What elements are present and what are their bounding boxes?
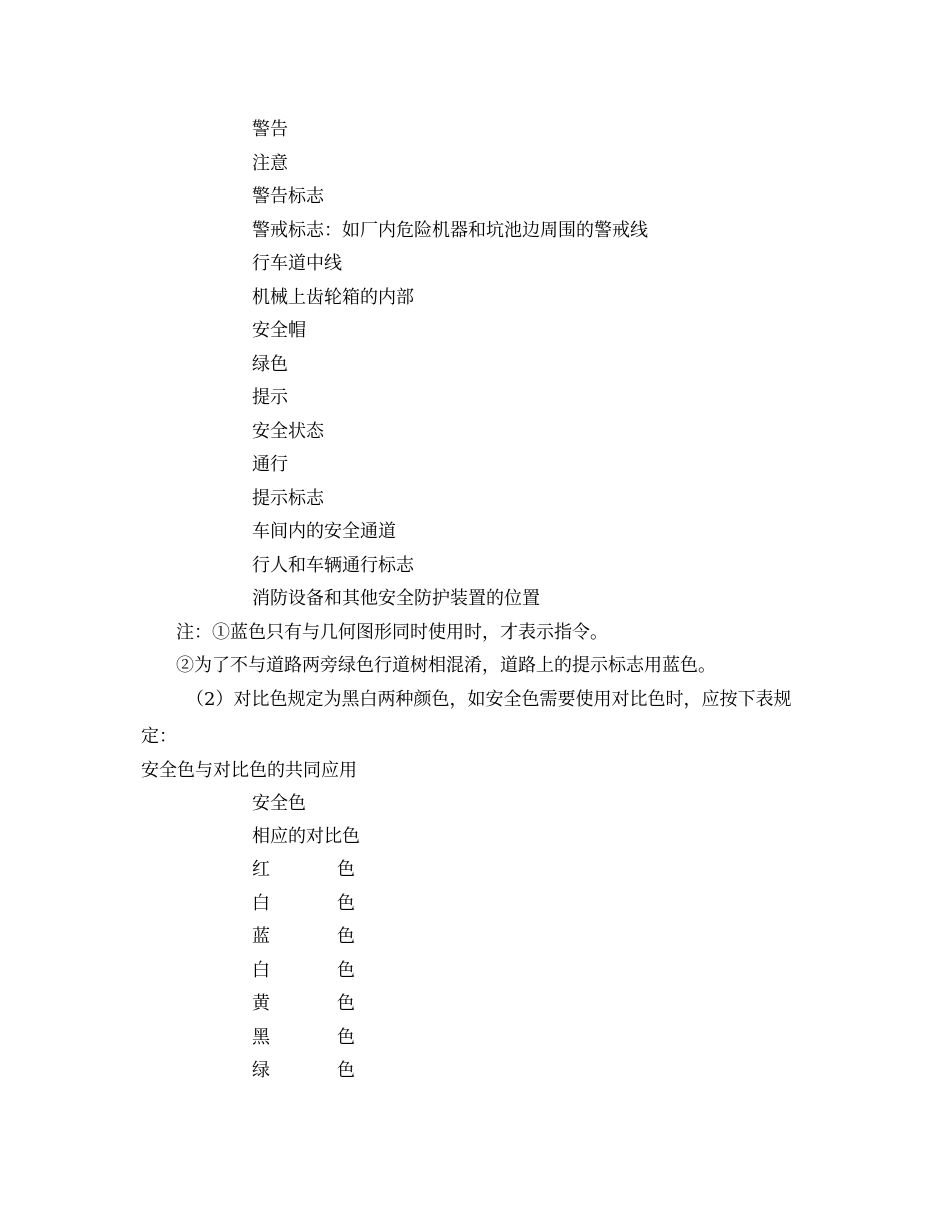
- list-item: 消防设备和其他安全防护装置的位置: [252, 588, 540, 609]
- table-row: [252, 993, 355, 1015]
- list-item: 警告标志: [252, 186, 324, 207]
- list-item: 通行: [252, 454, 288, 475]
- table-row: [252, 960, 355, 982]
- table-cell: 黄: [252, 993, 270, 1014]
- table-cell: 红: [252, 859, 270, 880]
- table-row: [252, 859, 355, 881]
- list-item: 警戒标志：如厂内危险机器和坑池边周围的警戒线: [252, 220, 648, 241]
- list-item: 绿色: [252, 354, 288, 375]
- list-item: 警告: [252, 119, 288, 140]
- list-item: 安全状态: [252, 421, 324, 442]
- table-cell: 色: [337, 859, 355, 880]
- list-item: 提示: [252, 387, 288, 408]
- paragraph-line-1: （2）对比色规定为黑白两种颜色，如安全色需要使用对比色时，应按下表规: [186, 689, 792, 710]
- table-row: [252, 893, 355, 915]
- table-cell: 白: [252, 960, 270, 981]
- table-cell: 白: [252, 893, 270, 914]
- table-row: [252, 926, 355, 948]
- list-item: 机械上齿轮箱的内部: [252, 287, 414, 308]
- list-item: 注意: [252, 153, 288, 174]
- list-item: 车间内的安全通道: [252, 521, 396, 542]
- table-cell: 色: [337, 1027, 355, 1048]
- list-item: 行车道中线: [252, 253, 342, 274]
- note-2: ②为了不与道路两旁绿色行道树相混淆，道路上的提示标志用蓝色。: [176, 655, 716, 676]
- table-cell: 绿: [252, 1060, 270, 1081]
- table-cell: 黑: [252, 1027, 270, 1048]
- table-cell: 色: [337, 993, 355, 1014]
- table-header-safety-color: 安全色: [252, 793, 306, 814]
- list-item: 提示标志: [252, 488, 324, 509]
- table-row: [252, 1060, 355, 1082]
- table-cell: 色: [337, 960, 355, 981]
- table-row: [252, 1027, 355, 1049]
- table-cell: 色: [337, 1060, 355, 1081]
- note-1: 注：①蓝色只有与几何图形同时使用时，才表示指令。: [176, 622, 608, 643]
- table-title: 安全色与对比色的共同应用: [141, 760, 357, 781]
- table-cell: 色: [337, 893, 355, 914]
- list-item: 行人和车辆通行标志: [252, 555, 414, 576]
- table-cell: 蓝: [252, 926, 270, 947]
- list-item: 安全帽: [252, 320, 306, 341]
- table-header-contrast-color: 相应的对比色: [252, 826, 360, 847]
- paragraph-line-2: 定：: [141, 726, 177, 747]
- table-cell: 色: [337, 926, 355, 947]
